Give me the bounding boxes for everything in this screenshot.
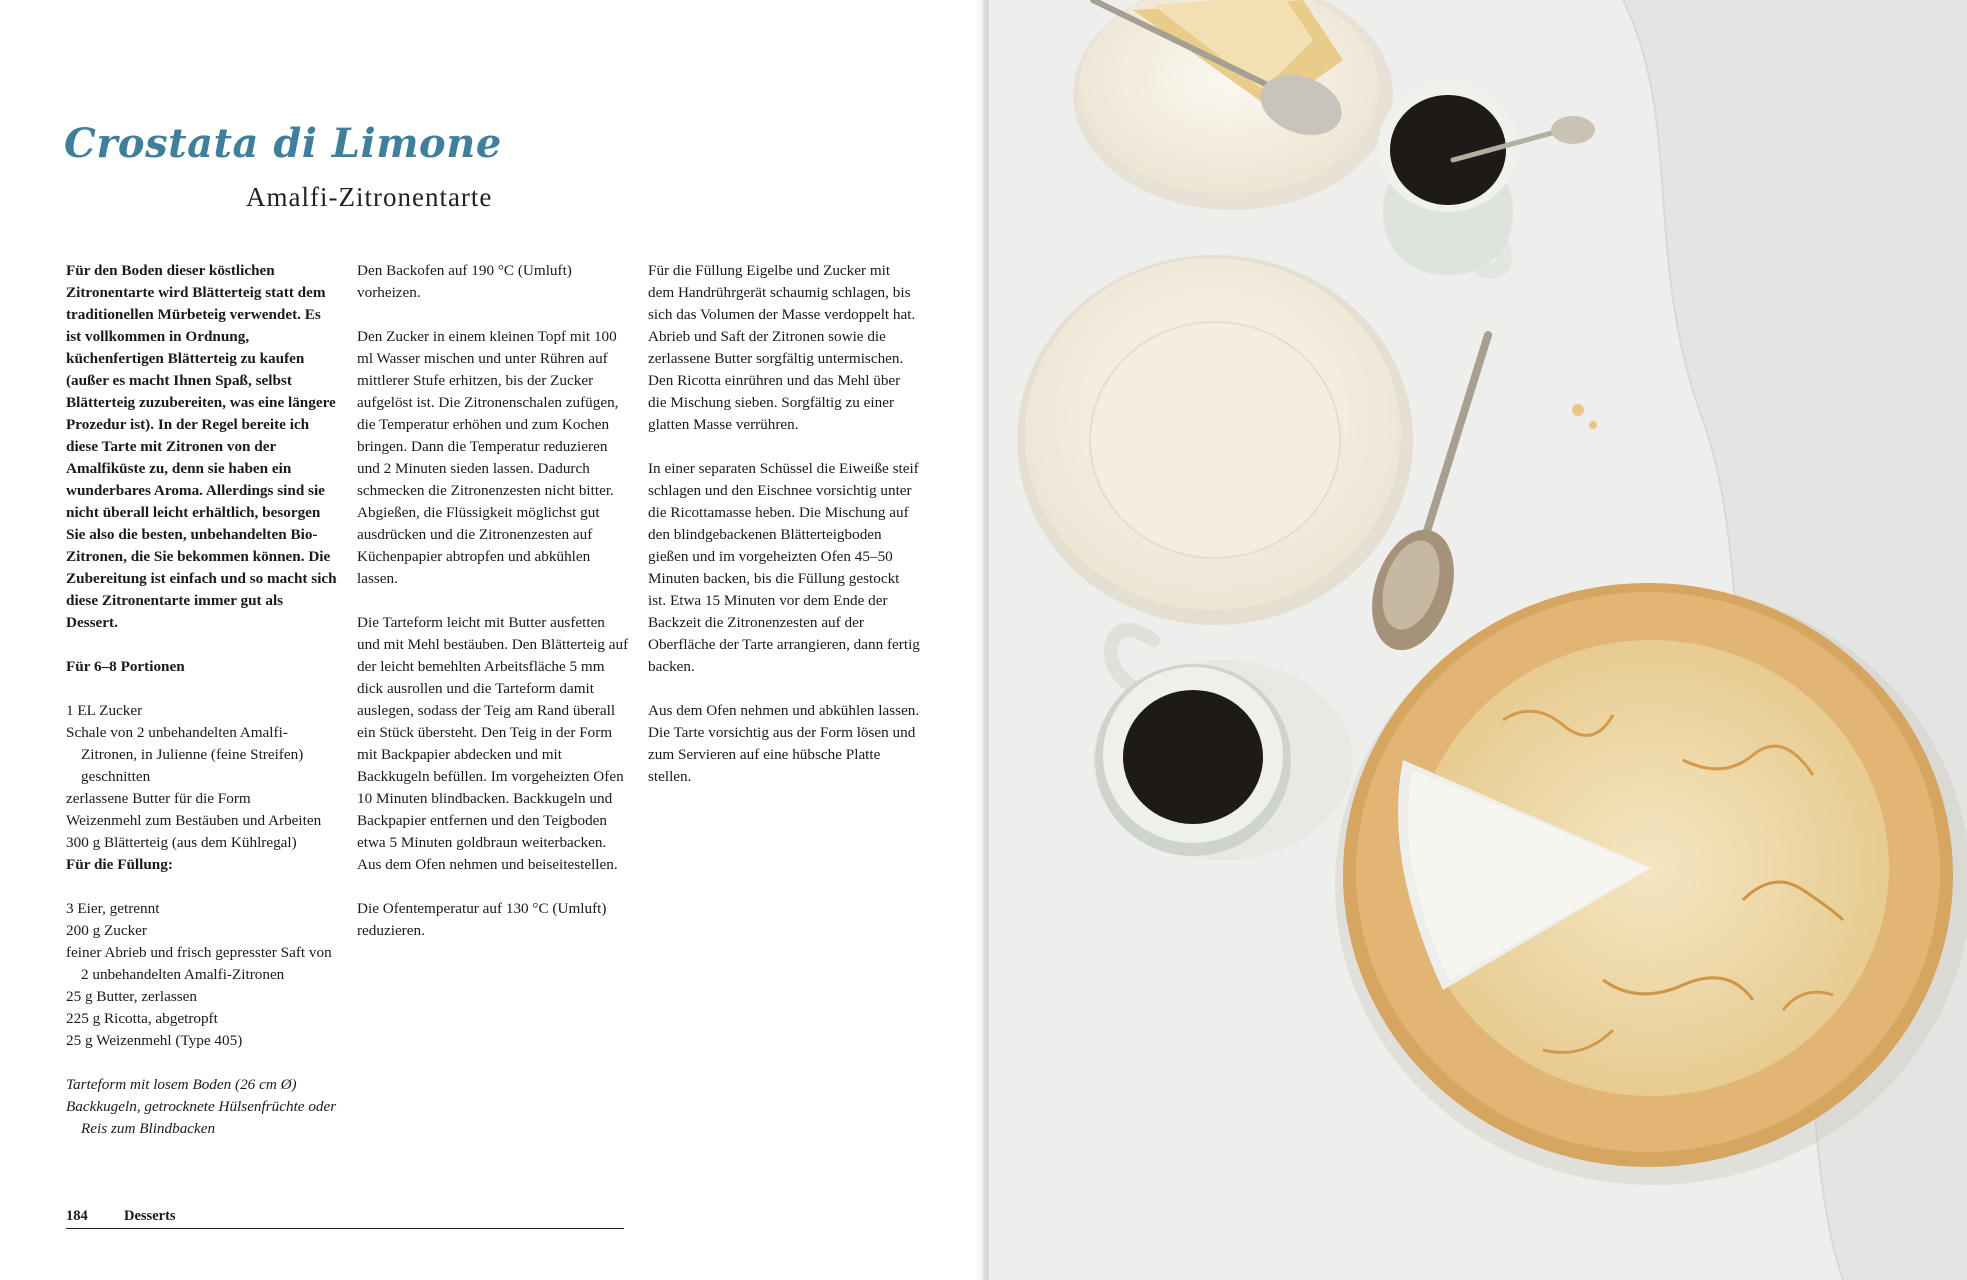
filling-item: 25 g Weizenmehl (Type 405) [66, 1032, 243, 1049]
ingredient-item: 1 EL Zucker [66, 702, 143, 719]
filling-item: 3 Eier, getrennt [66, 900, 160, 917]
photo-page [983, 0, 1967, 1280]
equipment-item: Backkugeln, getrocknete Hülsenfrüchte oder Reis zum Blindbacken [66, 1098, 337, 1137]
column-intro-ingredients [66, 260, 338, 1162]
method-paragraph: Die Ofentemperatur auf 130 °C (Umluft) reduzieren. [357, 900, 607, 939]
ingredient-list [66, 700, 338, 854]
ingredient-item: zerlassene Butter für die Form [66, 790, 251, 807]
left-page [0, 0, 983, 1280]
column-method-2 [648, 260, 920, 810]
method-paragraph: Den Backofen auf 190 °C (Umluft) vorheizen. [357, 262, 572, 301]
filling-heading: Für die Füllung: [66, 856, 173, 873]
method-paragraph: In einer separaten Schüssel die Eiweiße steif schlagen und den Eischnee vorsichtig unter die Ricottamasse heben. Die Mischung auf den blindgebackenen Blätterteigboden gießen und im vorgeheizten Ofen 45–50 Minuten backen, bis die Füllung gestockt ist. Etwa 15 Minuten vor dem Ende der Backzeit die Zitronenzesten auf der Oberfläche der Tarte arrangieren, dann fertig backen. [648, 460, 920, 675]
filling-item: 225 g Ricotta, abgetropft [66, 1010, 218, 1027]
intro-paragraph: Für den Boden dieser köstlichen Zitronentarte wird Blätterteig statt dem traditionellen Mürbeteig verwendet. Es ist vollkommen in Ordnung, küchenfertigen Blätterteig zu kaufen (außer es macht Ihnen Spaß, selbst Blätterteig zuzubereiten, was eine längere Prozedur ist). In der Regel bereite ich diese Tarte mit Zitronen von der Amalfiküste zu, denn sie haben ein wunderbares Aroma. Allerdings sind sie nicht überall leicht erhältlich, besorgen Sie also die besten, unbehandelten Bio-Zitronen, die Sie bekommen können. Die Zubereitung ist einfach und so macht sich diese Zitronentarte immer gut als Dessert. [66, 262, 337, 631]
filling-item: feiner Abrieb und frisch gepresster Saft von 2 unbehandelten Amalfi-Zitronen [66, 944, 332, 983]
ingredient-item: 300 g Blätterteig (aus dem Kühlregal) [66, 834, 297, 851]
page-footer [66, 1208, 624, 1229]
recipe-subtitle: Amalfi-Zitronentarte [246, 182, 493, 212]
ingredient-item: Schale von 2 unbehandelten Amalfi-Zitronen, in Julienne (feine Streifen) geschnitten [66, 724, 304, 785]
filling-item: 200 g Zucker [66, 922, 147, 939]
method-paragraph: Die Tarteform leicht mit Butter ausfetten und mit Mehl bestäuben. Den Blätterteig auf der leicht bemehlten Arbeitsfläche 5 mm dick ausrollen und die Tarteform damit auslegen, sodass der Teig am Rand überall ein Stück übersteht. Den Teig in der Form mit Backpapier abdecken und mit Backkugeln befüllen. Im vorgeheizten Ofen 10 Minuten blindbacken. Backkugeln und Backpapier entfernen und den Teigboden etwa 5 Minuten goldbraun weiterbacken. Aus dem Ofen nehmen und beiseitestellen. [357, 614, 629, 873]
crumb [1572, 404, 1584, 416]
crumb [1589, 421, 1597, 429]
method-paragraph: Für die Füllung Eigelbe und Zucker mit dem Handrührgerät schaumig schlagen, bis sich das Volumen der Masse verdoppelt hat. Abrieb und Saft der Zitronen sowie die zerlassene Butter sorgfältig untermischen. Den Ricotta einrühren und das Mehl über die Mischung sieben. Sorgfältig zu einer glatten Masse verrühren. [648, 262, 916, 433]
portions-heading: Für 6–8 Portionen [66, 658, 185, 675]
method-paragraph: Den Zucker in einem kleinen Topf mit 100 ml Wasser mischen und unter Rühren auf mittlerer Stufe erhitzen, bis der Zucker aufgelöst ist. Die Zitronenschalen zufügen, die Temperatur erhöhen und zum Kochen bringen. Dann die Temperatur reduzieren und 2 Minuten sieden lassen. Dadurch schmecken die Zitronenzesten nicht bitter. Abgießen, die Flüssigkeit möglichst gut ausdrücken und die Zitronenzesten auf Küchenpapier abtropfen und abkühlen lassen. [357, 328, 619, 587]
page-number: 184 [66, 1208, 88, 1224]
empty-plate [1017, 255, 1413, 625]
tart-photo [983, 0, 1967, 1280]
equipment-note [66, 1074, 338, 1140]
method-paragraph: Aus dem Ofen nehmen und abkühlen lassen. Die Tarte vorsichtig aus der Form lösen und zum Servieren auf eine hübsche Platte stellen. [648, 702, 920, 785]
lemon-tart [1335, 583, 1967, 1185]
book-gutter [975, 0, 989, 1280]
filling-item: 25 g Butter, zerlassen [66, 988, 197, 1005]
recipe-title-script: Crostata di Limone [64, 120, 502, 167]
section-name: Desserts [124, 1208, 176, 1224]
column-method-1 [357, 260, 629, 964]
filling-list [66, 898, 338, 1052]
ingredient-item: Weizenmehl zum Bestäuben und Arbeiten [66, 812, 322, 829]
equipment-item: Tarteform mit losem Boden (26 cm Ø) [66, 1076, 297, 1093]
